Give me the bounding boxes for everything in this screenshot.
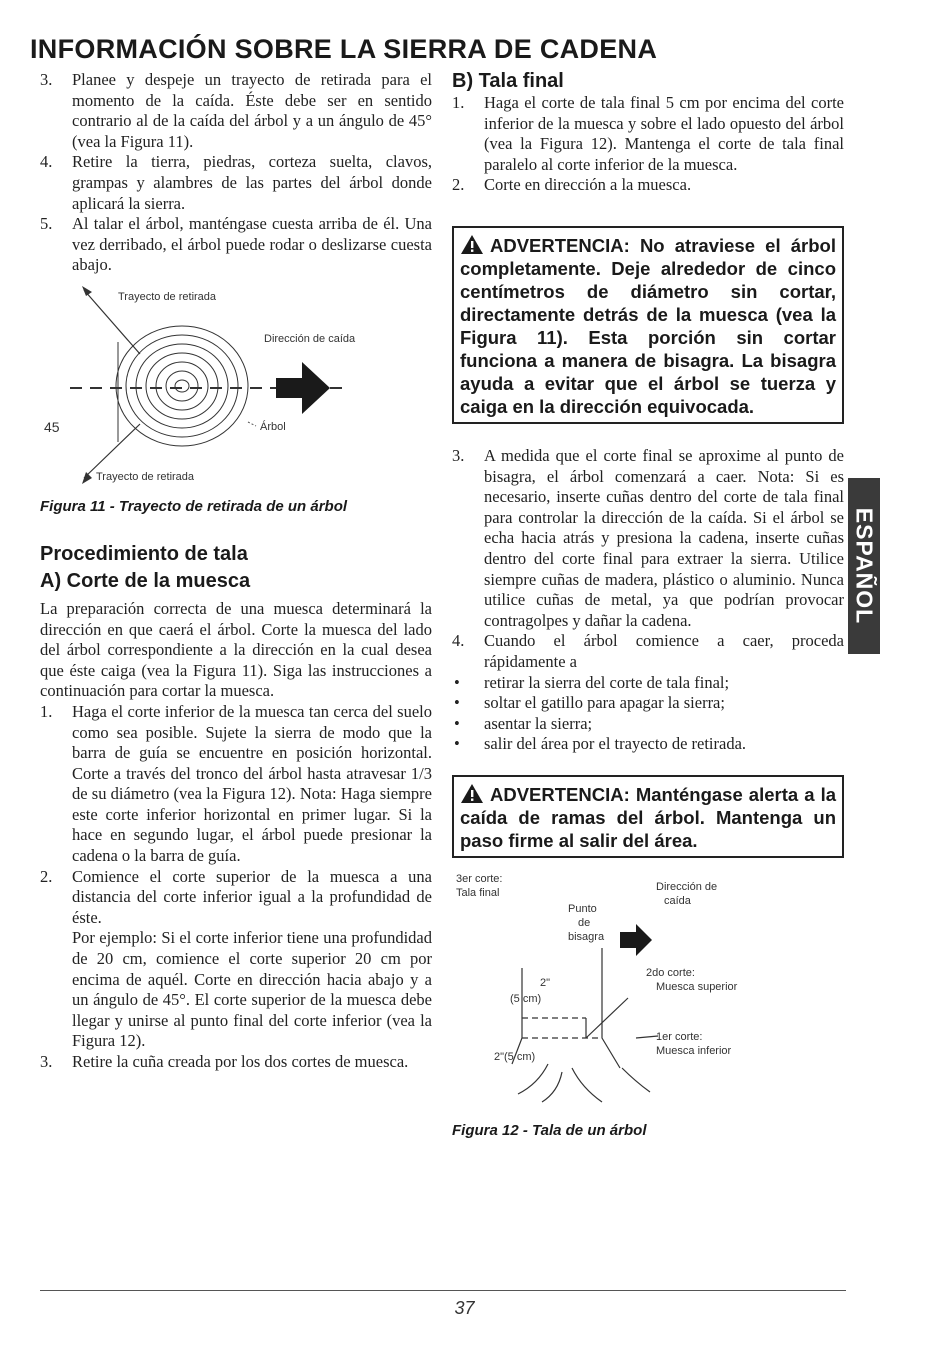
list-item: 3. Planee y despeje un trayecto de retirada para el momento de la caída. Éste debe ser en sentido contrario al de la caída del árbol y a un ángulo de 45° (vea la Figura 11). <box>40 70 432 151</box>
list-item: 4. Cuando el árbol comience a caer, proceda rápidamente a <box>452 631 844 671</box>
warning-box-branches <box>452 775 844 858</box>
tree-trunk-icon <box>512 948 658 1102</box>
svg-text:1er corte:: 1er corte: <box>656 1030 703 1043</box>
svg-text:2do corte:: 2do corte: <box>646 966 695 979</box>
svg-text:Muesca superior: Muesca superior <box>656 980 738 993</box>
label-retreat-bottom: Trayecto de retirada <box>96 470 195 483</box>
svg-text:Muesca inferior: Muesca inferior <box>656 1044 732 1057</box>
fall-direction-arrow-icon <box>620 924 652 956</box>
label-angle: 45 <box>44 418 60 435</box>
svg-text:Tala final: Tala final <box>456 886 500 899</box>
notch-intro: La preparación correcta de una muesca determinará la dirección en que caerá el árbol. Corte la muesca del lado del árbol correspondiente a la dirección en la cual desea que éste caiga (vea la Figura 11). Siga las instrucciones a continuación para cortar la muesca. <box>40 598 432 701</box>
steps-list-top <box>40 70 432 276</box>
figure-12-caption: Figura 12 - Tala de un árbol <box>452 1121 647 1139</box>
right-column <box>452 70 844 1139</box>
left-column <box>40 70 432 1073</box>
list-item: • asentar la sierra; <box>452 714 844 735</box>
svg-text:bisagra: bisagra <box>568 930 605 943</box>
warning-box-hinge <box>452 226 844 424</box>
fall-direction-arrow-icon <box>276 362 330 414</box>
heading-procedure: Procedimiento de tala <box>40 542 248 565</box>
list-item: 3. Retire la cuña creada por los dos cortes de muesca. <box>40 1052 409 1071</box>
figure-12-diagram <box>452 868 844 1118</box>
heading-final-cut: B) Tala final <box>452 70 564 92</box>
list-item: 1. Haga el corte inferior de la muesca tan cerca del suelo como sea posible. Sujete la sierra de modo que la barra de guía se encuentre en posición horizontal. Corte a través del tronco del árbol hasta atravesar 1/3 de su diámetro (vea la Figura 12). Nota: Haga siempre este corte inferior horizontal en primer lugar. Si la hace en segundo lugar, el árbol puede presionar la cadena o la barra de guía. <box>40 701 432 866</box>
svg-text:caída: caída <box>664 894 691 907</box>
label-tree: Árbol <box>260 420 286 433</box>
heading-notch-cut: A) Corte de la muesca <box>40 569 251 592</box>
page-title: INFORMACIÓN SOBRE LA SIERRA DE CADENA <box>30 34 658 64</box>
warning-icon <box>460 783 484 804</box>
svg-text:Dirección de: Dirección de <box>656 880 718 893</box>
page-number: 37 <box>454 1298 475 1318</box>
list-item: • soltar el gatillo para apagar la sierra; <box>452 693 844 714</box>
list-item: 2. Comience el corte superior de la muesca a una distancia del corte inferior igual a la profundidad de éste. Por ejemplo: Si el corte inferior tiene una profundidad de 20 cm, comience el corte superior 20 cm por encima de aquél. Corte en dirección hacia abajo y a un ángulo de 45°. El corte superior de la muesca debe llegar y unirse al punto final del corte inferior (vea la Figura 12). <box>40 866 432 1051</box>
steps-list-notch <box>40 702 432 1073</box>
figure-11-caption: Figura 11 - Trayecto de retirada de un árbol <box>40 497 348 515</box>
label-retreat-top: Trayecto de retirada <box>118 290 217 303</box>
language-side-tab: ESPAÑOL <box>848 478 880 654</box>
label-direction: Dirección de caída <box>264 332 356 345</box>
svg-text:Punto: Punto <box>568 902 597 915</box>
steps-list-falling <box>452 446 844 673</box>
list-item: 2. Corte en dirección a la muesca. <box>452 175 692 195</box>
list-item: 3. A medida que el corte final se aproxime al punto de bisagra, el árbol comenzará a caer. Nota: Si es necesario, inserte cuñas dentro del corte de tala final para controlar la dirección de la caída. Si el árbol se echa hacia atrás y presiona la cadena, inserte cuñas dentro del corte final para extraer la sierra. Utilice siempre cuñas de madera, plástico o aluminio. Nunca utilice cuñas de metal, ya que podrían provocar contragolpes y dañar la cadena. <box>452 445 844 630</box>
warning-text-branches: ADVERTENCIA: Manténgase alerta a la caída de ramas del árbol. Mantenga un paso firme al salir del área. <box>460 783 836 851</box>
falling-bullets <box>452 673 844 755</box>
list-item: 5. Al talar el árbol, manténgase cuesta arriba de él. Una vez derribado, el árbol puede rodar o deslizarse cuesta abajo. <box>40 214 432 275</box>
list-item: 4. Retire la tierra, piedras, corteza suelta, clavos, grampas y alambres de las partes del árbol donde aplicará la sierra. <box>40 152 432 213</box>
svg-text:2"(5 cm): 2"(5 cm) <box>494 1050 536 1063</box>
warning-icon <box>460 234 484 255</box>
warning-text-hinge: ADVERTENCIA: No atraviese el árbol completamente. Deje alrededor de cinco centímetros de diámetro sin cortar, directamente detrás de la muesca (vea la Figura 11). Esta porción sin cortar funciona a manera de bisagra. La bisagra ayuda a evitar que el árbol se tuerza y caiga en la dirección equivocada. <box>460 234 836 417</box>
list-item: • retirar la sierra del corte de tala final; <box>452 673 844 694</box>
svg-text:de: de <box>578 916 591 929</box>
list-item: 1. Haga el corte de tala final 5 cm por encima del corte inferior de la muesca y sobre el lado opuesto del árbol (vea la Figura 12). Mantenga el corte de tala final paralelo al corte inferior de la muesca. <box>452 93 844 174</box>
list-item: • salir del área por el trayecto de retirada. <box>452 734 844 755</box>
svg-text:(5 cm): (5 cm) <box>510 992 542 1005</box>
svg-text:3er corte:: 3er corte: <box>456 872 503 885</box>
figure-11-diagram <box>40 282 432 492</box>
steps-list-final <box>452 93 844 196</box>
footer-rule <box>40 1290 846 1291</box>
svg-text:2": 2" <box>540 976 551 989</box>
